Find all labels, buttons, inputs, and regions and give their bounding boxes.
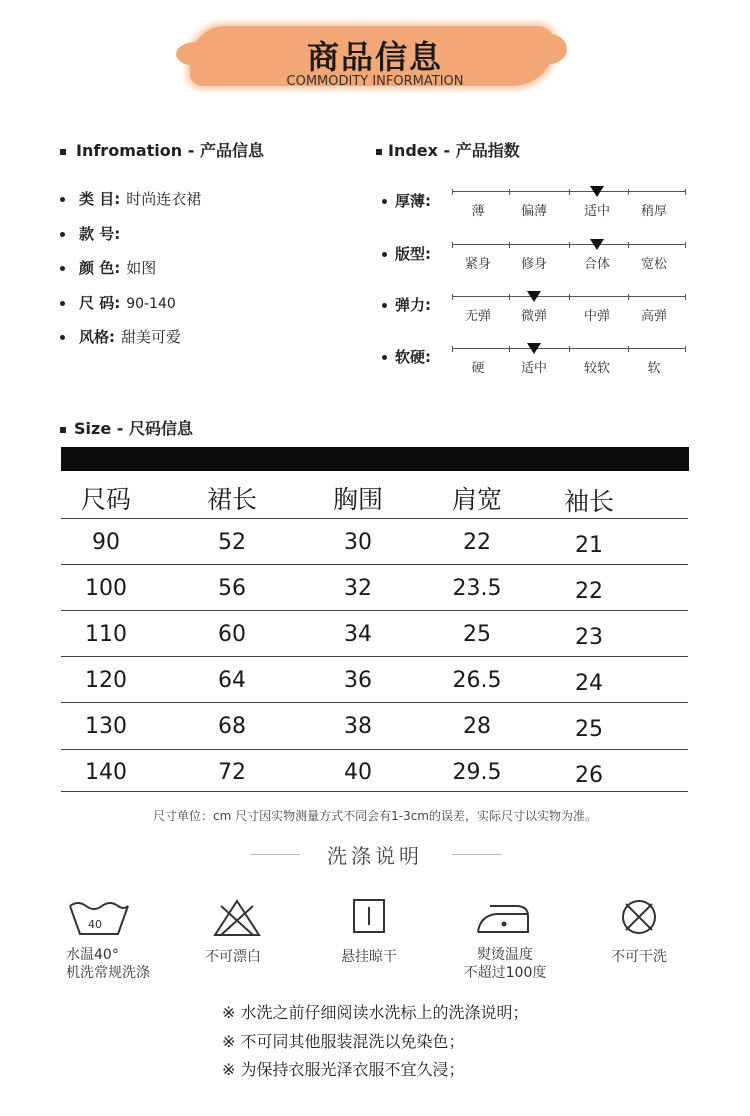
- size-heading-text: Size - 尺码信息: [74, 419, 193, 438]
- scale-label-text: 厚薄:: [395, 192, 431, 210]
- scale-tick: [509, 294, 510, 300]
- bullet-dot-icon: [382, 303, 387, 308]
- scale-marker-icon: [590, 239, 604, 250]
- scale-option: 较软: [583, 361, 610, 376]
- info-item-value: 90-140: [126, 296, 176, 312]
- index-heading-text: Index - 产品指数: [388, 141, 520, 160]
- table-cell: 30: [344, 530, 372, 555]
- table-header-cell: 袖长: [563, 487, 614, 516]
- scale-option: 薄: [471, 204, 485, 219]
- no-dry-clean-caption: 不可干洗: [611, 949, 667, 965]
- scale-label-thickness: [382, 190, 431, 211]
- table-cell: 23: [575, 625, 603, 650]
- scale-option: 微弹: [520, 309, 547, 324]
- scale-option: 宽松: [640, 257, 667, 272]
- scale-option: 偏薄: [520, 204, 547, 219]
- wash-title: 洗涤说明: [327, 844, 423, 868]
- no-bleach-caption: 不可漂白: [205, 949, 261, 965]
- table-divider: [61, 656, 688, 657]
- table-divider: [61, 564, 688, 565]
- scale-option: 稍厚: [640, 204, 667, 219]
- bullet-dot-icon: [60, 335, 65, 340]
- table-cell: 25: [575, 717, 603, 742]
- scale-option: 硬: [471, 361, 485, 376]
- scale-tick: [685, 189, 686, 195]
- scale-tick: [569, 242, 570, 248]
- wash-tub-temperature: 40: [88, 918, 102, 931]
- scale-softness: [452, 348, 686, 349]
- scale-option: 紧身: [464, 257, 491, 272]
- table-cell: 90: [92, 530, 120, 555]
- table-cell: 56: [218, 576, 246, 601]
- page-subtitle: COMMODITY INFORMATION: [286, 74, 464, 89]
- table-divider: [61, 749, 688, 750]
- bullet-square-icon: [60, 427, 66, 433]
- info-item-label: 尺 码:: [79, 294, 121, 312]
- no-dry-clean-icon: [620, 898, 658, 936]
- scale-fit: [452, 244, 686, 245]
- wash-title-divider-right: [452, 854, 502, 855]
- table-cell: 110: [85, 622, 127, 647]
- table-cell: 28: [463, 714, 491, 739]
- table-cell: 21: [575, 533, 603, 558]
- scale-label-text: 软硬:: [395, 348, 431, 366]
- bullet-dot-icon: [60, 266, 65, 271]
- table-cell: 29.5: [452, 760, 502, 785]
- scale-option: 软: [647, 361, 661, 376]
- table-cell: 100: [85, 576, 127, 601]
- scale-label-elasticity: [382, 294, 431, 315]
- info-item-style-number: [60, 223, 126, 244]
- info-item-category: [60, 188, 201, 209]
- table-divider: [61, 518, 688, 519]
- bullet-dot-icon: [60, 301, 65, 306]
- table-cell: 40: [344, 760, 372, 785]
- scale-option: 适中: [583, 204, 610, 219]
- scale-marker-icon: [590, 186, 604, 197]
- info-item-label: 类 目:: [79, 190, 121, 208]
- table-cell: 25: [463, 622, 491, 647]
- scale-tick: [569, 189, 570, 195]
- scale-marker-icon: [527, 343, 541, 354]
- scale-tick: [452, 242, 453, 248]
- info-heading: [60, 138, 264, 161]
- size-heading: [60, 416, 193, 439]
- scale-label-text: 版型:: [395, 245, 431, 263]
- scale-tick: [452, 189, 453, 195]
- bullet-dot-icon: [382, 199, 387, 204]
- table-divider: [61, 610, 688, 611]
- scale-option: 适中: [520, 361, 547, 376]
- hang-dry-caption: 悬挂晾干: [341, 949, 397, 965]
- scale-option: 中弹: [583, 309, 610, 324]
- table-cell: 22: [575, 579, 603, 604]
- caption-line: 不超过100度: [463, 965, 547, 981]
- table-header-cell: 胸围: [332, 485, 383, 514]
- table-header-cell: 肩宽: [451, 485, 502, 514]
- scale-tick: [685, 294, 686, 300]
- table-header-cell: 裙长: [206, 485, 257, 514]
- table-cell: 72: [218, 760, 246, 785]
- iron-caption: [460, 946, 550, 982]
- info-item-style: [60, 326, 181, 347]
- info-item-label: 风格:: [79, 328, 115, 346]
- table-cell: 32: [344, 576, 372, 601]
- scale-tick: [685, 346, 686, 352]
- wash-tub-icon: [68, 898, 130, 938]
- scale-label-text: 弹力:: [395, 296, 431, 314]
- table-divider: [61, 702, 688, 703]
- table-cell: 140: [85, 760, 127, 785]
- bullet-dot-icon: [60, 232, 65, 237]
- scale-thickness: [452, 191, 686, 192]
- info-item-value: 时尚连衣裙: [126, 190, 202, 208]
- scale-tick: [509, 189, 510, 195]
- table-cell: 34: [344, 622, 372, 647]
- table-cell: 24: [575, 671, 603, 696]
- scale-tick: [452, 346, 453, 352]
- info-heading-text: Infromation - 产品信息: [76, 141, 264, 160]
- table-cell: 130: [85, 714, 127, 739]
- scale-tick: [628, 189, 629, 195]
- size-note: 尺寸单位：cm 尺寸因实物测量方式不同会有1-3cm的误差，实际尺寸以实物为准。: [153, 809, 597, 823]
- table-top-bar: [61, 447, 689, 471]
- hang-dry-icon: [352, 898, 386, 934]
- scale-tick: [509, 242, 510, 248]
- wash-tip: ※ 不可同其他服装混洗以免染色；: [222, 1032, 465, 1051]
- scale-tick: [452, 294, 453, 300]
- table-cell: 38: [344, 714, 372, 739]
- info-item-label: 款 号:: [79, 225, 121, 243]
- scale-option: 高弹: [640, 309, 667, 324]
- scale-option: 修身: [520, 257, 547, 272]
- scale-tick: [569, 346, 570, 352]
- table-cell: 120: [85, 668, 127, 693]
- table-cell: 23.5: [452, 576, 502, 601]
- info-item-color: [60, 257, 156, 278]
- table-header-cell: 尺码: [80, 485, 131, 514]
- table-cell: 52: [218, 530, 246, 555]
- bullet-square-icon: [376, 149, 382, 155]
- bullet-dot-icon: [382, 355, 387, 360]
- bullet-dot-icon: [382, 252, 387, 257]
- scale-tick: [628, 294, 629, 300]
- iron-icon: [474, 900, 532, 936]
- bullet-square-icon: [60, 149, 66, 155]
- info-item-value: 如图: [126, 259, 157, 277]
- scale-option: 无弹: [464, 309, 491, 324]
- wash-tub-caption: [66, 946, 150, 982]
- table-cell: 36: [344, 668, 372, 693]
- caption-line: 水温40°: [66, 947, 119, 963]
- scale-marker-icon: [527, 291, 541, 302]
- info-item-label: 颜 色:: [79, 259, 121, 277]
- table-cell: 26.5: [452, 668, 502, 693]
- bullet-dot-icon: [60, 197, 65, 202]
- table-cell: 22: [463, 530, 491, 555]
- scale-label-softness: [382, 346, 431, 367]
- page-title: 商品信息: [306, 38, 443, 76]
- scale-tick: [509, 346, 510, 352]
- wash-tip: ※ 为保持衣服光泽衣服不宜久浸；: [222, 1060, 465, 1079]
- scale-tick: [685, 242, 686, 248]
- scale-tick: [628, 346, 629, 352]
- wash-tip: ※ 水洗之前仔细阅读水洗标上的洗涤说明；: [222, 1003, 529, 1022]
- info-item-size: [60, 292, 176, 313]
- scale-tick: [628, 242, 629, 248]
- caption-line: 机洗常规洗涤: [66, 965, 150, 981]
- scale-tick: [569, 294, 570, 300]
- scale-label-fit: [382, 243, 431, 264]
- table-divider: [61, 791, 688, 792]
- scale-option: 合体: [583, 257, 610, 272]
- table-cell: 60: [218, 622, 246, 647]
- table-cell: 64: [218, 668, 246, 693]
- table-cell: 68: [218, 714, 246, 739]
- index-heading: [376, 138, 520, 161]
- no-bleach-icon: [212, 898, 262, 938]
- table-cell: 26: [575, 763, 603, 788]
- info-item-value: 甜美可爱: [121, 328, 182, 346]
- scale-elasticity: [452, 296, 686, 297]
- caption-line: 熨烫温度: [477, 947, 533, 963]
